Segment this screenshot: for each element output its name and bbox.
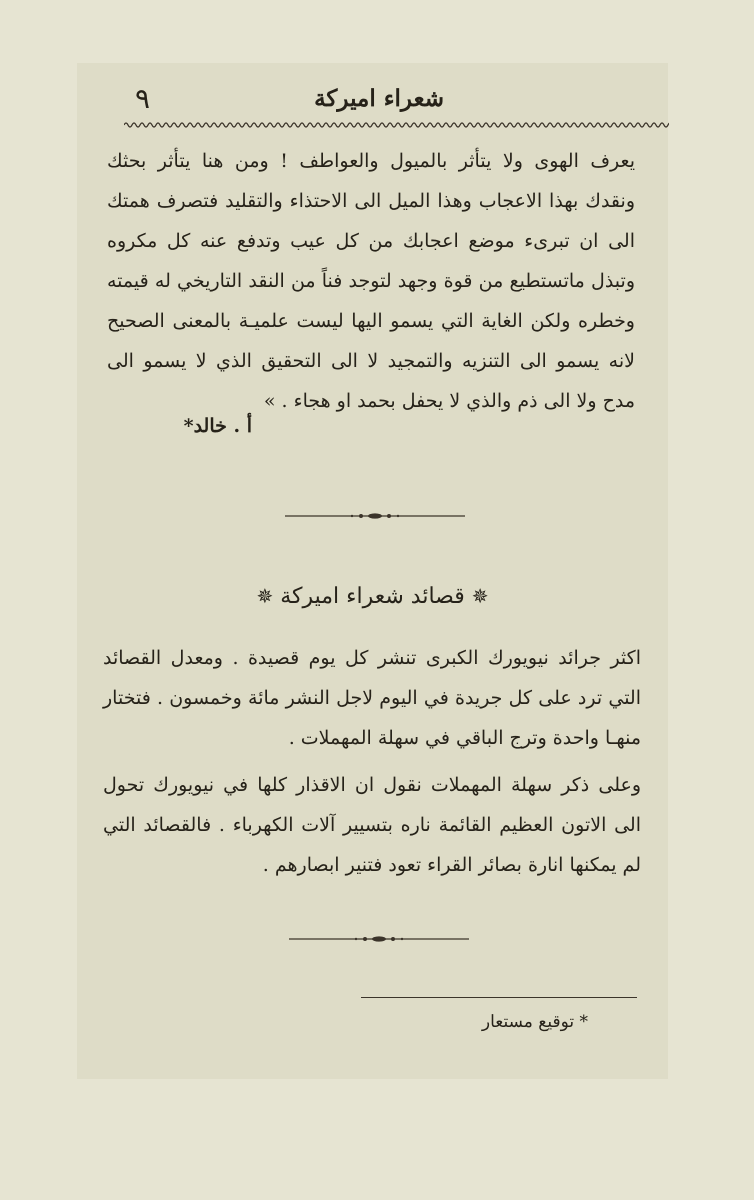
body-paragraph: اكثر جرائد نيويورك الكبرى تنشر كل يوم قصيدة . ومعدل القصائد التي ترد على كل جريدة في اليوم لاجل النشر مائة وخمسون . فتختار منهـا واحدة وترج الباقي في سهلة المهملات .: [103, 647, 641, 749]
page-number: ٩: [135, 82, 151, 115]
header-wavy-rule: [124, 120, 669, 130]
section-heading: [77, 580, 668, 613]
scanned-page: [77, 63, 668, 1079]
section-divider: [289, 934, 469, 944]
heading-ornament-right: ✵: [471, 584, 489, 608]
footnote-rule: [361, 997, 637, 998]
author-signature: أ . خالد*: [183, 415, 252, 437]
body-paragraph: وعلى ذكر سهلة المهملات نقول ان الاقذار كلها في نيويورك تحول الى الاتون العظيم القائمة ناره بتسيير آلات الكهرباء . فالقصائد التي لم يمكنها انارة بصائر القراء تعود فتنير ابصارهم .: [103, 774, 641, 876]
heading-ornament-left: ✵: [256, 584, 274, 608]
running-header-title: شعراء اميركة: [314, 85, 444, 112]
section-heading-text: قصائد شعراء اميركة: [280, 584, 465, 609]
body-paragraph: يعرف الهوى ولا يتأثر بالميول والعواطف ! ومن هنا يتأثر بحثك ونقدك بهذا الاعجاب وهذا الميل الى الاحتذاء والتقليد فتصرف همتك الى ان تبرىء موضع اعجابك من كل عيب وتدفع عنه كل مكروه وتبذل ماتستطيع من قوة وجهد لتوجد فناً من النقد التاريخي له قيمته وخطره ولكن الغاية التي يسمو اليها ليست علميـة بالمعنى الصحيح لانه يسمو الى التنزيه والتمجيد لا الى التحقيق الذي لا يسمو الى مدح ولا الى ذم والذي لا يحفل بحمد او هجاء . »: [107, 150, 635, 412]
footnote: * توقيع مستعار: [481, 1012, 588, 1032]
section-divider: [285, 511, 465, 521]
